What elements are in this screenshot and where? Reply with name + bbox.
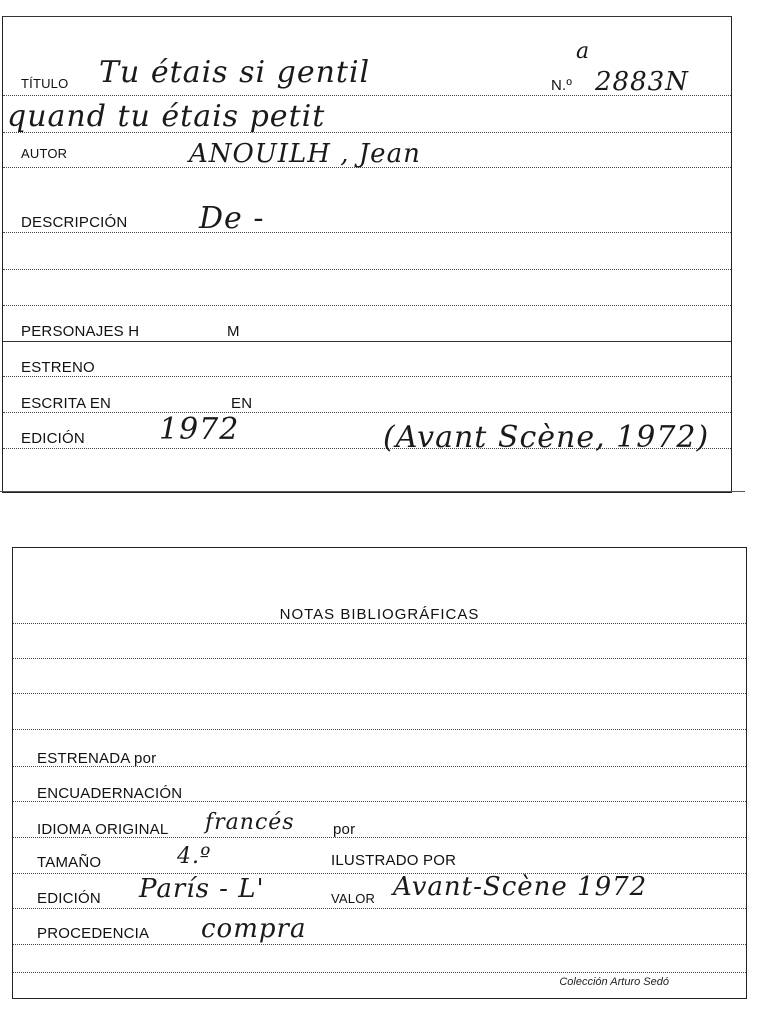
rule: [13, 658, 746, 659]
autor-value: ANOUILH , Jean: [189, 139, 421, 169]
edicion-label-bottom: EDICIÓN: [37, 890, 101, 907]
escrita-en-label: EN: [231, 395, 253, 412]
rule: [3, 412, 731, 413]
catalog-card-bottom: [12, 547, 747, 999]
rule: [13, 972, 746, 973]
rule: [3, 305, 731, 306]
rule: [3, 376, 731, 377]
titulo-line2: quand tu étais petit: [7, 99, 326, 134]
descripcion-value: De -: [199, 201, 265, 236]
rule: [13, 623, 746, 624]
estrenada-label: ESTRENADA por: [37, 750, 157, 767]
personajes-label: PERSONAJES H: [21, 323, 140, 340]
collection-footer: Colección Arturo Sedó: [559, 976, 669, 988]
rule: [3, 232, 731, 233]
rule: [3, 341, 731, 342]
numero-value: 2883N: [595, 67, 689, 97]
personajes-m-label: M: [227, 323, 240, 340]
ilustrado-label: ILUSTRADO POR: [331, 852, 457, 869]
autor-label: AUTOR: [21, 146, 68, 161]
estreno-label: ESTRENO: [21, 359, 95, 376]
encuadernacion-label: ENCUADERNACIÓN: [37, 785, 183, 802]
titulo-line1: Tu étais si gentil: [99, 55, 371, 90]
notas-title: NOTAS BIBLIOGRÁFICAS: [279, 606, 480, 623]
idioma-label: IDIOMA ORIGINAL: [37, 821, 169, 838]
rule: [3, 269, 731, 270]
divider: [0, 491, 745, 492]
tamano-label: TAMAÑO: [37, 854, 102, 871]
tamano-value: 4.º: [177, 844, 212, 869]
procedencia-value: compra: [201, 914, 307, 944]
idioma-por-label: por: [333, 821, 356, 838]
escrita-label: ESCRITA EN: [21, 395, 112, 412]
edicion-label: EDICIÓN: [21, 430, 85, 447]
catalog-card-top: [2, 16, 732, 493]
edicion-note: (Avant Scène, 1972): [383, 420, 710, 455]
rule: [13, 693, 746, 694]
numero-label: N.º: [551, 77, 573, 94]
rule: [13, 944, 746, 945]
edicion-value-bottom: París - L': [139, 874, 265, 904]
valor-value: Avant-Scène 1972: [393, 872, 648, 902]
edicion-year: 1972: [159, 412, 240, 447]
rule: [13, 908, 746, 909]
rule: [13, 729, 746, 730]
valor-label: VALOR: [331, 891, 376, 906]
idioma-value: francés: [205, 810, 295, 835]
titulo-label: TÍTULO: [21, 76, 69, 91]
procedencia-label: PROCEDENCIA: [37, 925, 150, 942]
numero-super: a: [576, 39, 591, 64]
descripcion-label: DESCRIPCIÓN: [21, 214, 128, 231]
